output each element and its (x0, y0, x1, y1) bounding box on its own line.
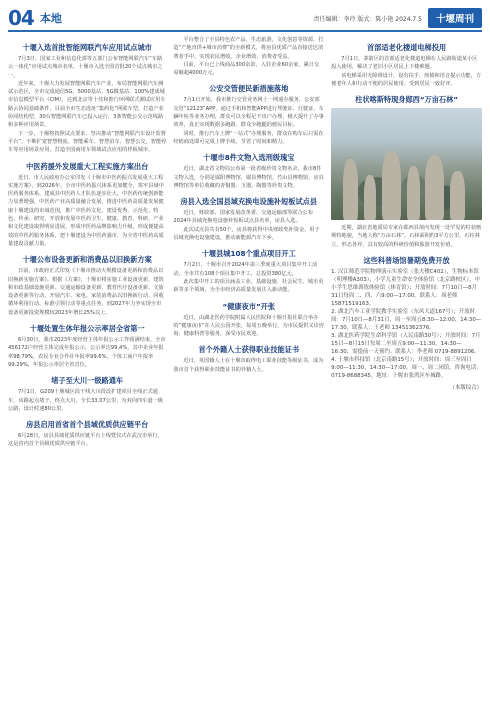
column-1 (8, 36, 166, 449)
column-2 (173, 36, 324, 449)
venue-list-item: 1. 汉江师范学院物理演示实验室（张夫楼C402），生物标本馆（明理楼A303），小学儿童生命安全体验馆（北京路校区），中小学生思维训练体验馆（体育馆）；开放时间：7月10日—8月31日每周二、四、六9:00—17:00。联系人：周老师 15871519163。 (331, 269, 480, 308)
end-note: （本版综合） (449, 385, 482, 392)
article-title: 中医药援外发展重大工程实施方案出台 (26, 161, 149, 171)
venue-list-item: 4. 十堰市科技馆（北京南路15号）；开放时间：周三至周日9:00—11:30，14:30—17:00，周一、周二闭馆。咨询电话：0719-8688345。地址：十堰市张湾区车城路。 (331, 357, 482, 380)
page-header (8, 6, 482, 32)
article-title: 十堰公布设备更新和消费品以旧换新方案 (22, 255, 152, 265)
paper-brand: 十堰周刊 (428, 8, 482, 28)
article-paragraph: 7月1日，茅箭区的首部适老化楼道电梯在人民路街道某小区投入使用，解决了老旧小区居民上下楼难题。 (331, 56, 478, 71)
article-paragraph: 该电梯采用无障碍设计，设有扶手、座椅和语音提示功能，方便老年人和行动不便的居民使用，受到居民一致好评。 (331, 72, 482, 87)
editor-meta: 责任编辑：李玲 版式：陈小艳 2024.7.5 (313, 15, 422, 23)
venue-list-item: 3. 湖北医药学院生命科学馆（人民南路30号）；开放时间：7月15日—8月15日每周二至周五9:00—11:30，14:30—16:30，需提前一天预约。联系人：李老师 0719-8891206。 (331, 333, 481, 356)
article-paragraph: 下一步，十堰将按照试点要求，坚决推动“智能网联汽车设计监督平台”，不断扩宽智慧物流、智能乘车、智慧泊车、智慧公交，智能停车等应用场景应用，打造全国商用车领域试点应用的样板城市。 (8, 130, 167, 154)
article-title: 这些科普场馆暑期免费开放 (363, 256, 450, 266)
section-name: 本地 (39, 12, 62, 25)
article-paragraph: 同时，推行汽车上牌“一站式”办理服务，群众在购车后只需在经销商处即可完成上牌手续，节省了时间和精力。 (173, 130, 324, 145)
article-paragraph: 7月3日，国家工业和信息化部等五部门公布智能网联汽车“车路云一体化”应用试点城市名单，十堰市入选全国首批20个试点城市之一。 (8, 56, 163, 79)
article-title: 堵子至大川一级路通车 (51, 376, 124, 386)
article-paragraph: 此次试点县共有50个，房县将获得中央财政奖补资金，用于县域充换电设施建设，推动新能源汽车下乡。 (173, 226, 320, 242)
page-number: 04 (8, 6, 34, 30)
article-paragraph: 日前，市政府正式印发《十堰市推动大规模设备更新和消费品以旧换新实施方案》。根据《方案》，十堰市将实施工业设备更新、建筑和市政基础设施更新、交通运输设备更新、教育医疗设备更新、文旅设备更新等行动，开展汽车、家电、家装消费品以旧换新行动、回收循环利用行动、标准引领行动等重点任务，到2027年力争实现全市设备更新投资规模较2023年增长25%以上。 (8, 268, 164, 316)
article-paragraph: 近日，湖北省文物局公布第一批省级珍贵文物名录，我市8件文物入选，分别是郧阳博物馆、郧县博物馆、竹山县博物馆、房县博物馆等单位收藏的青铜器、玉器、陶器等珍贵文物。 (173, 166, 324, 189)
article-paragraph: 6月28日，房县县域优质供应链平台上线暨仪式在武汉市举行，这是省内首个县级优质供应链平台。 (8, 433, 163, 448)
article-title: 十堰县城108个重点项目开工 (201, 249, 296, 259)
article-title: 柱状喀斯特现身郧西“万亩石林” (355, 95, 459, 105)
article-title: “健康夜市”开张 (222, 301, 276, 311)
article-paragraph: 近日，财政部、国家发展改革委、交通运输部等联合公布2024年县域充换电设施补短板试点县名单，房县入选。 (173, 210, 314, 225)
article-paragraph: 此次集中开工的项目涵盖工业、基础设施、社会民生、城市更新等多个领域，为全市经济高质量发展注入新动能。 (173, 278, 324, 294)
article-paragraph: 近日，由湖北医药学院附属人民医院和十堰日报社联合举办的“健康夜市”在人民公园开张，每周五晚举行，为市民提供义诊咨询、健康科普等服务，深受市民欢迎。 (173, 314, 324, 338)
article-paragraph: 近日，市人民政府办公室印发《十堰市中医药振兴发展重大工程实施方案》，到2026年，全市中医药振兴体系更加健全，筑牢县域中医药服务体系，建成县中医药人才队伍逐步壮大，中医药传统创新能力显著增强，中医药产业高质量融合发展，推进中医药高质量发展健康十堰建设的市域范围，推广中医药文化，建设优秀、示范化、特色、传承、研究、开放和发展中医药卫生、健康、教育、科研、产业和文化建设取得明显进展，形成中医药品牌影响力升级，形成便捷高效的中医药服务体系，把十堰建设为中医药强市，为全省中医药高质量建设贡献力量。 (8, 174, 164, 247)
article-title: 房县入选全国县域充换电设施补短板试点县 (180, 197, 318, 207)
article-title: 公安交管便民新措施落地 (209, 84, 289, 94)
article-paragraph: 近日，英国籍人士在十堰市取得电工职业技能等级证书，成为我市首个获得职业技能证书的外籍人士。 (173, 358, 324, 373)
article-title: 首个外籍人士获得职业技能证书 (198, 345, 300, 355)
article-paragraph: 7月2日，十堰市召开2024年第三季度重大项目集中开工活动，全市共有108个项目集中开工，总投资380亿元。 (173, 262, 318, 277)
article-title: 十堰入选首批智能网联汽车应用试点城市 (22, 43, 152, 52)
article-title: 首部适老化楼道电梯投用 (367, 43, 447, 52)
venue-list-item: 2. 湖北汽车工业学院教学实验室（东风大道167号）；开放时间：7月10日—8月31日，周一至周五8:30—12:00，14:30—17:30。联系人：王老师 13451362376。 (331, 309, 482, 332)
article-paragraph: 平台整合了全县特色农产品、生态旅游、文化创意等资源，打造“产地直供+城市消费”的全新模式，将房县优质产品直接送达消费者手中，实现农民增收、企业增效、消费者受益。 (173, 37, 324, 60)
article-title: 十堰处置生体年报公示率居全省第一 (29, 324, 145, 334)
article-paragraph: 近年来，十堰大力发展智能网联汽车产业，布局智能网联汽车测试示范区，全市完成通信5G、5000基站、5G微基站、100%建成城市信息模型平台（CIM），达到北京等十佳和推行环网联式测试应用车路云协同基础条件，目前全市生态选址“集约化”网联车型，打造产业协同结构型，30台智能网联汽车已投入运行，3条智能公交示范线路和多种应用场景。 (8, 80, 166, 129)
article-paragraph: 6月30日，我市2023年度经营主体年报公示工作圆满结束，全市456172户经营主体完成年报公示，公示率达99.4%，其中企业年报率98.79%，农民专业合作社年报率99.6%，个体工商户年报率99.29%，年报公示率居全省首位。 (8, 337, 166, 368)
article-title: 十堰市8件文物入选刑级瑰宝 (203, 153, 295, 163)
article-paragraph: 7月1日开始，我市推行交管业务网上一网通办服务，公安部交管“12123”APP，通过手机和智能APP进行驾驶证、行驶证、车辆年检等业务办理，群众可以全程足不出户办理，极大提升了办事效率，真正实现数据多跑路、群众少跑腿的便民目标。 (173, 97, 324, 129)
article-title: 房县启用首省首个县域优质供应链平台 (26, 420, 149, 430)
column-3 (331, 36, 482, 449)
article-paragraph: 目前，平台已上线商品300余款，入驻企业60余家，累计交易额超4000万元。 (173, 61, 320, 77)
article-paragraph: 近期，湖北省地质局专家在郧西县境内发现一处罕见的柱状喀斯特地貌，当地人称“万亩石林”。石林面积约3平方公里，石柱林立，形态各异，具有较高的科研价值和旅游开发价值。 (331, 225, 482, 248)
stone-forest-photo (331, 108, 482, 220)
article-paragraph: 7月1日，G209十堰城区段干线大川段改扩建项目全线正式通车，该路起点堵子，终点大川，全长33.07公里，为双向四车道一级公路，设计时速80公里。 (8, 389, 163, 412)
